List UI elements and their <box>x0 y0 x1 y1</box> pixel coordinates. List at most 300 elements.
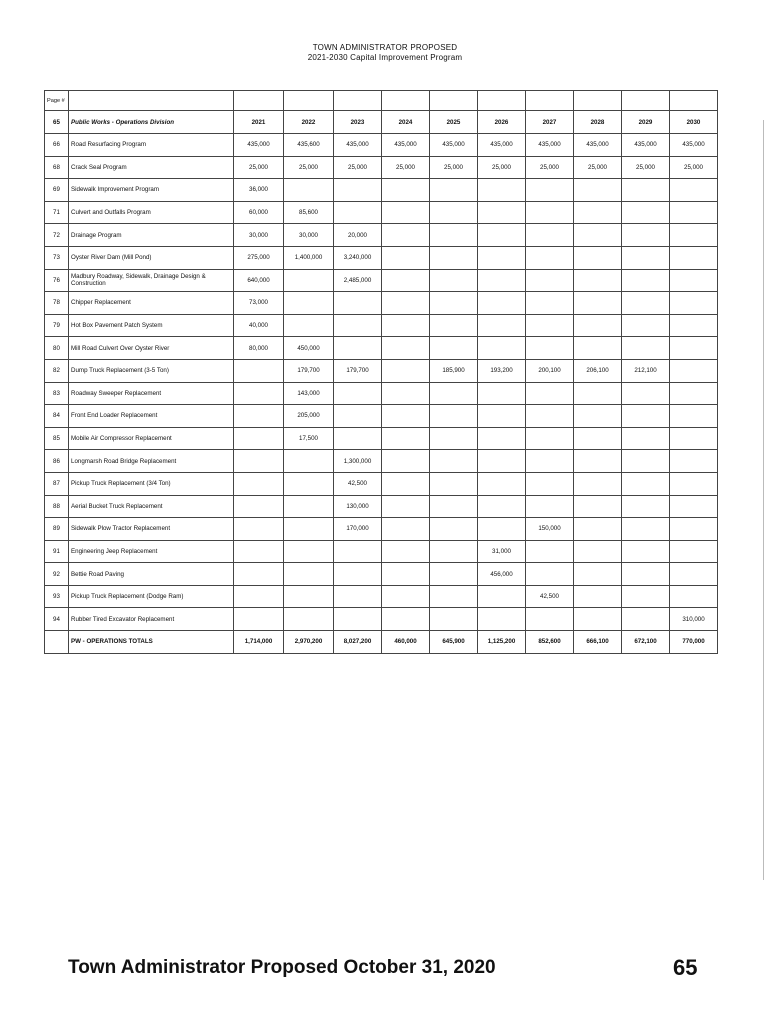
row-amount <box>622 450 670 473</box>
table-row <box>45 585 718 608</box>
row-project-name: Rubber Tired Excavator Replacement <box>69 608 234 631</box>
row-amount <box>382 292 430 315</box>
year-2025: 2025 <box>430 111 478 134</box>
row-project-name: Engineering Jeep Replacement <box>69 540 234 563</box>
row-project-name: Roadway Sweeper Replacement <box>69 382 234 405</box>
year-2026: 2026 <box>478 111 526 134</box>
row-amount: 206,100 <box>574 359 622 382</box>
row-amount <box>622 518 670 541</box>
row-amount <box>430 337 478 360</box>
row-amount <box>382 608 430 631</box>
row-amount <box>478 246 526 269</box>
row-amount <box>334 337 382 360</box>
row-amount <box>574 269 622 292</box>
row-amount: 212,100 <box>622 359 670 382</box>
row-amount: 42,500 <box>334 472 382 495</box>
row-amount <box>622 337 670 360</box>
row-amount: 25,000 <box>430 156 478 179</box>
row-page-number: 87 <box>45 472 69 495</box>
row-amount <box>478 518 526 541</box>
totals-row <box>45 631 718 654</box>
table-row <box>45 359 718 382</box>
row-amount <box>478 495 526 518</box>
totals-amount: 852,600 <box>526 631 574 654</box>
row-project-name: Road Resurfacing Program <box>69 134 234 157</box>
totals-amount: 645,900 <box>430 631 478 654</box>
row-amount <box>622 405 670 428</box>
row-amount: 205,000 <box>284 405 334 428</box>
row-amount: 450,000 <box>284 337 334 360</box>
totals-amount: 666,100 <box>574 631 622 654</box>
year-2029: 2029 <box>622 111 670 134</box>
division-header-row <box>45 111 718 134</box>
row-amount <box>284 540 334 563</box>
row-amount <box>478 337 526 360</box>
row-project-name: Chipper Replacement <box>69 292 234 315</box>
row-amount <box>478 585 526 608</box>
row-amount <box>622 179 670 202</box>
row-amount <box>622 292 670 315</box>
row-amount <box>574 518 622 541</box>
row-page-number: 92 <box>45 563 69 586</box>
row-amount: 60,000 <box>234 201 284 224</box>
totals-amount: 672,100 <box>622 631 670 654</box>
row-amount <box>334 540 382 563</box>
row-page-number: 89 <box>45 518 69 541</box>
row-amount: 25,000 <box>382 156 430 179</box>
row-amount <box>526 337 574 360</box>
row-amount <box>478 405 526 428</box>
row-amount: 1,300,000 <box>334 450 382 473</box>
row-amount <box>478 314 526 337</box>
row-amount <box>234 608 284 631</box>
row-amount <box>430 246 478 269</box>
row-amount <box>382 269 430 292</box>
table-row <box>45 292 718 315</box>
division-name: Public Works - Operations Division <box>69 111 234 134</box>
row-amount <box>670 405 718 428</box>
row-amount <box>670 427 718 450</box>
row-page-number: 83 <box>45 382 69 405</box>
row-amount <box>526 427 574 450</box>
row-amount: 143,000 <box>284 382 334 405</box>
row-amount <box>574 608 622 631</box>
table-row <box>45 563 718 586</box>
row-page-number: 78 <box>45 292 69 315</box>
row-amount: 25,000 <box>478 156 526 179</box>
row-amount <box>430 224 478 247</box>
row-amount <box>382 405 430 428</box>
row-page-number: 69 <box>45 179 69 202</box>
page-header-row <box>45 91 718 111</box>
row-amount <box>382 246 430 269</box>
row-amount: 435,000 <box>670 134 718 157</box>
row-project-name: Drainage Program <box>69 224 234 247</box>
row-project-name: Front End Loader Replacement <box>69 405 234 428</box>
row-amount <box>670 450 718 473</box>
row-amount <box>234 427 284 450</box>
row-amount <box>478 201 526 224</box>
row-amount <box>526 382 574 405</box>
totals-amount: 8,027,200 <box>334 631 382 654</box>
table-row <box>45 224 718 247</box>
row-amount <box>574 179 622 202</box>
row-amount: 25,000 <box>622 156 670 179</box>
row-amount: 42,500 <box>526 585 574 608</box>
row-amount <box>334 427 382 450</box>
capital-improvement-table <box>44 90 718 654</box>
row-amount <box>430 518 478 541</box>
row-amount <box>622 585 670 608</box>
row-amount: 1,400,000 <box>284 246 334 269</box>
row-project-name: Aerial Bucket Truck Replacement <box>69 495 234 518</box>
row-amount <box>234 472 284 495</box>
row-amount <box>526 269 574 292</box>
row-amount <box>430 495 478 518</box>
totals-amount: 460,000 <box>382 631 430 654</box>
row-amount <box>234 359 284 382</box>
row-amount <box>670 246 718 269</box>
row-page-number: 80 <box>45 337 69 360</box>
year-2024: 2024 <box>382 111 430 134</box>
row-project-name: Pickup Truck Replacement (Dodge Ram) <box>69 585 234 608</box>
row-amount <box>478 224 526 247</box>
row-amount <box>234 495 284 518</box>
row-amount <box>574 337 622 360</box>
row-amount <box>670 518 718 541</box>
row-amount <box>430 450 478 473</box>
table-row <box>45 134 718 157</box>
row-amount <box>284 608 334 631</box>
row-amount <box>284 269 334 292</box>
row-amount <box>430 179 478 202</box>
header-line-2: 2021-2030 Capital Improvement Program <box>307 53 463 62</box>
row-amount <box>622 608 670 631</box>
row-amount: 31,000 <box>478 540 526 563</box>
row-amount <box>284 585 334 608</box>
row-amount: 30,000 <box>284 224 334 247</box>
row-amount: 85,600 <box>284 201 334 224</box>
row-amount <box>526 201 574 224</box>
row-amount: 185,900 <box>430 359 478 382</box>
row-amount: 435,000 <box>334 134 382 157</box>
row-amount <box>526 472 574 495</box>
row-amount <box>622 472 670 495</box>
totals-label: PW - OPERATIONS TOTALS <box>69 631 234 654</box>
row-amount: 456,000 <box>478 563 526 586</box>
table-row <box>45 405 718 428</box>
row-amount <box>382 201 430 224</box>
row-amount: 435,000 <box>574 134 622 157</box>
row-amount <box>430 269 478 292</box>
row-amount <box>526 540 574 563</box>
row-amount <box>574 495 622 518</box>
row-amount <box>478 269 526 292</box>
row-project-name: Mobile Air Compressor Replacement <box>69 427 234 450</box>
totals-amount: 2,970,200 <box>284 631 334 654</box>
totals-amount: 1,125,200 <box>478 631 526 654</box>
row-project-name: Longmarsh Road Bridge Replacement <box>69 450 234 473</box>
row-amount <box>284 495 334 518</box>
row-amount <box>382 518 430 541</box>
table-row <box>45 608 718 631</box>
row-amount: 40,000 <box>234 314 284 337</box>
row-amount <box>670 314 718 337</box>
row-amount <box>234 518 284 541</box>
row-page-number: 72 <box>45 224 69 247</box>
row-amount <box>526 495 574 518</box>
row-amount <box>622 246 670 269</box>
row-amount <box>284 450 334 473</box>
row-amount <box>670 540 718 563</box>
row-amount: 25,000 <box>334 156 382 179</box>
row-amount <box>478 472 526 495</box>
row-amount: 25,000 <box>670 156 718 179</box>
row-amount: 435,000 <box>622 134 670 157</box>
row-amount <box>382 563 430 586</box>
row-amount <box>382 450 430 473</box>
row-amount <box>382 495 430 518</box>
row-amount <box>622 427 670 450</box>
row-amount <box>622 201 670 224</box>
row-amount <box>234 405 284 428</box>
row-page-number: 73 <box>45 246 69 269</box>
row-amount <box>430 427 478 450</box>
row-amount <box>670 201 718 224</box>
row-project-name: Dump Truck Replacement (3-5 Ton) <box>69 359 234 382</box>
row-project-name: Oyster River Dam (Mill Pond) <box>69 246 234 269</box>
row-amount <box>284 472 334 495</box>
row-amount <box>382 314 430 337</box>
row-amount: 3,240,000 <box>334 246 382 269</box>
row-project-name: Pickup Truck Replacement (3/4 Ton) <box>69 472 234 495</box>
year-2022: 2022 <box>284 111 334 134</box>
row-amount <box>670 382 718 405</box>
row-amount <box>622 495 670 518</box>
row-amount: 25,000 <box>574 156 622 179</box>
row-amount <box>430 405 478 428</box>
row-page-number: 82 <box>45 359 69 382</box>
table-row <box>45 314 718 337</box>
row-amount: 17,500 <box>284 427 334 450</box>
row-amount <box>382 427 430 450</box>
row-amount <box>526 450 574 473</box>
row-amount <box>670 585 718 608</box>
row-amount: 435,000 <box>478 134 526 157</box>
document-header <box>0 43 770 63</box>
row-amount <box>670 179 718 202</box>
row-project-name: Bettie Road Paving <box>69 563 234 586</box>
row-amount <box>622 382 670 405</box>
row-amount <box>478 450 526 473</box>
row-amount <box>382 585 430 608</box>
row-amount <box>574 201 622 224</box>
row-amount <box>430 472 478 495</box>
footer-title: Town Administrator Proposed October 31, 2020 <box>68 957 496 978</box>
row-amount <box>478 179 526 202</box>
table-row <box>45 201 718 224</box>
row-amount <box>234 540 284 563</box>
row-amount <box>574 585 622 608</box>
row-amount <box>382 359 430 382</box>
row-amount: 435,600 <box>284 134 334 157</box>
row-amount: 150,000 <box>526 518 574 541</box>
row-amount <box>430 563 478 586</box>
row-amount: 25,000 <box>526 156 574 179</box>
totals-amount: 770,000 <box>670 631 718 654</box>
row-amount <box>574 314 622 337</box>
row-page-number: 76 <box>45 269 69 292</box>
row-amount <box>382 337 430 360</box>
row-amount <box>670 563 718 586</box>
row-page-number: 79 <box>45 314 69 337</box>
row-amount <box>574 540 622 563</box>
row-project-name: Crack Seal Program <box>69 156 234 179</box>
table-row <box>45 472 718 495</box>
row-amount <box>382 540 430 563</box>
table-row <box>45 269 718 292</box>
row-amount <box>526 314 574 337</box>
row-amount <box>574 450 622 473</box>
row-amount <box>334 201 382 224</box>
row-amount: 179,700 <box>284 359 334 382</box>
row-amount: 30,000 <box>234 224 284 247</box>
row-amount <box>622 269 670 292</box>
row-amount: 275,000 <box>234 246 284 269</box>
scan-edge-line <box>763 120 764 880</box>
row-amount: 80,000 <box>234 337 284 360</box>
row-amount <box>334 405 382 428</box>
row-amount <box>574 405 622 428</box>
row-amount <box>382 224 430 247</box>
row-project-name: Hot Box Pavement Patch System <box>69 314 234 337</box>
row-amount: 435,000 <box>382 134 430 157</box>
row-amount <box>284 563 334 586</box>
row-amount <box>526 405 574 428</box>
row-amount: 36,000 <box>234 179 284 202</box>
row-project-name: Sidewalk Plow Tractor Replacement <box>69 518 234 541</box>
row-amount <box>430 314 478 337</box>
totals-page-cell <box>45 631 69 654</box>
row-amount <box>574 224 622 247</box>
totals-amount: 1,714,000 <box>234 631 284 654</box>
row-amount <box>430 585 478 608</box>
row-amount <box>526 224 574 247</box>
table-row <box>45 540 718 563</box>
row-project-name: Culvert and Outfalls Program <box>69 201 234 224</box>
row-amount <box>234 382 284 405</box>
row-amount <box>284 314 334 337</box>
row-amount: 310,000 <box>670 608 718 631</box>
row-amount: 179,700 <box>334 359 382 382</box>
row-page-number: 93 <box>45 585 69 608</box>
row-amount <box>670 495 718 518</box>
row-page-number: 86 <box>45 450 69 473</box>
year-2030: 2030 <box>670 111 718 134</box>
header-line-1: TOWN ADMINISTRATOR PROPOSED <box>312 43 458 52</box>
row-amount <box>334 585 382 608</box>
row-amount: 2,485,000 <box>334 269 382 292</box>
table-row <box>45 450 718 473</box>
row-amount: 435,000 <box>430 134 478 157</box>
table-row <box>45 382 718 405</box>
year-2027: 2027 <box>526 111 574 134</box>
row-amount: 73,000 <box>234 292 284 315</box>
row-amount <box>430 201 478 224</box>
row-amount <box>430 540 478 563</box>
row-project-name: Sidewalk Improvement Program <box>69 179 234 202</box>
row-amount <box>574 246 622 269</box>
row-amount <box>670 224 718 247</box>
row-amount <box>334 382 382 405</box>
row-amount <box>334 314 382 337</box>
row-amount <box>574 563 622 586</box>
row-amount <box>234 585 284 608</box>
row-amount <box>478 382 526 405</box>
table-row <box>45 518 718 541</box>
row-page-number: 85 <box>45 427 69 450</box>
row-amount: 25,000 <box>284 156 334 179</box>
row-amount <box>526 246 574 269</box>
footer-page-number: 65 <box>673 955 698 980</box>
year-2028: 2028 <box>574 111 622 134</box>
row-amount <box>334 608 382 631</box>
row-amount <box>478 292 526 315</box>
row-amount <box>670 337 718 360</box>
row-amount: 25,000 <box>234 156 284 179</box>
row-amount <box>670 292 718 315</box>
row-amount <box>574 382 622 405</box>
row-page-number: 88 <box>45 495 69 518</box>
row-amount <box>478 427 526 450</box>
page-col-label: Page # <box>45 91 69 111</box>
row-amount <box>430 292 478 315</box>
row-amount: 170,000 <box>334 518 382 541</box>
row-amount <box>622 224 670 247</box>
row-amount <box>382 472 430 495</box>
row-amount <box>670 359 718 382</box>
row-amount <box>670 472 718 495</box>
row-amount: 20,000 <box>334 224 382 247</box>
row-amount <box>334 563 382 586</box>
table-row <box>45 337 718 360</box>
row-amount: 640,000 <box>234 269 284 292</box>
row-amount <box>334 179 382 202</box>
row-amount <box>622 540 670 563</box>
row-amount <box>234 450 284 473</box>
row-amount <box>574 472 622 495</box>
row-amount <box>234 563 284 586</box>
table-row <box>45 427 718 450</box>
division-page-number: 65 <box>45 111 69 134</box>
row-amount <box>284 292 334 315</box>
row-project-name: Mill Road Culvert Over Oyster River <box>69 337 234 360</box>
row-amount <box>430 382 478 405</box>
table-row <box>45 246 718 269</box>
row-amount <box>382 382 430 405</box>
row-amount: 435,000 <box>234 134 284 157</box>
row-page-number: 71 <box>45 201 69 224</box>
row-amount: 130,000 <box>334 495 382 518</box>
row-amount <box>574 427 622 450</box>
row-project-name: Madbury Roadway, Sidewalk, Drainage Design & Construction <box>69 269 234 292</box>
row-amount <box>622 314 670 337</box>
row-amount <box>526 292 574 315</box>
row-page-number: 68 <box>45 156 69 179</box>
table-row <box>45 179 718 202</box>
row-amount <box>574 292 622 315</box>
year-2021: 2021 <box>234 111 284 134</box>
